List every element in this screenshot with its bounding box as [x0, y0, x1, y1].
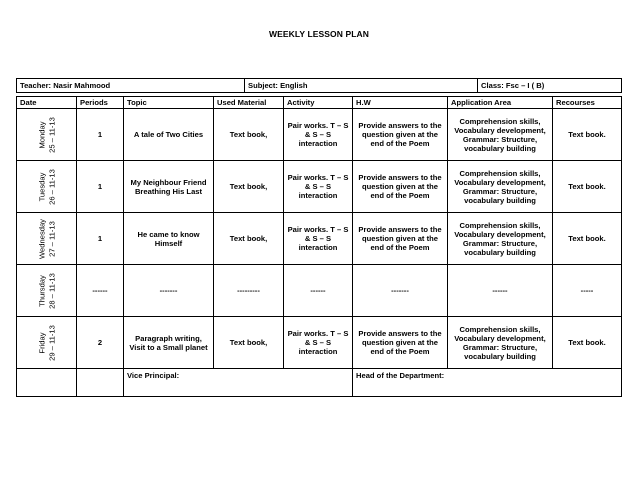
column-header: Date — [17, 97, 77, 109]
column-header: H.W — [353, 97, 448, 109]
resources-cell: Text book. — [553, 317, 622, 369]
application-area-cell: ------ — [448, 265, 553, 317]
vice-principal-label: Vice Principal: — [124, 369, 353, 397]
date-cell — [17, 109, 77, 161]
column-header: Topic — [124, 97, 214, 109]
table-row — [17, 109, 622, 161]
topic-cell: Paragraph writing, Visit to a Small planet — [124, 317, 214, 369]
resources-cell: ----- — [553, 265, 622, 317]
date-label: 29 – 11-13 — [46, 324, 56, 361]
activity-cell: ------ — [284, 265, 353, 317]
homework-cell: Provide answers to the question given at the end of the Poem — [353, 317, 448, 369]
column-header: Activity — [284, 97, 353, 109]
day-label: Friday — [37, 331, 46, 354]
hod-label: Head of the Department: — [353, 369, 622, 397]
date-label: 27 – 11-13 — [46, 220, 56, 257]
date-cell — [17, 317, 77, 369]
day-label: Thursday — [37, 274, 46, 307]
day-label: Wednesday — [37, 218, 46, 259]
periods-cell: 1 — [77, 109, 124, 161]
column-header: Recourses — [553, 97, 622, 109]
column-header-row — [17, 97, 622, 109]
application-area-cell: Comprehension skills, Vocabulary development, Grammar: Structure, vocabulary building — [448, 161, 553, 213]
table-row — [17, 213, 622, 265]
material-cell: Text book, — [214, 213, 284, 265]
topic-cell: He came to know Himself — [124, 213, 214, 265]
topic-cell: ------- — [124, 265, 214, 317]
date-label: 25 – 11-13 — [46, 116, 56, 153]
material-cell: --------- — [214, 265, 284, 317]
application-area-cell: Comprehension skills, Vocabulary development, Grammar: Structure, vocabulary building — [448, 317, 553, 369]
lesson-table — [16, 96, 622, 397]
homework-cell: Provide answers to the question given at the end of the Poem — [353, 213, 448, 265]
date-cell — [17, 265, 77, 317]
info-table — [16, 78, 622, 93]
material-cell: Text book, — [214, 161, 284, 213]
activity-cell: Pair works. T – S & S – S interaction — [284, 161, 353, 213]
homework-cell: ------- — [353, 265, 448, 317]
subject-label: Subject: English — [245, 79, 478, 93]
material-cell: Text book, — [214, 109, 284, 161]
table-row — [17, 161, 622, 213]
periods-cell: ------ — [77, 265, 124, 317]
day-label: Monday — [37, 120, 46, 149]
column-header: Application Area — [448, 97, 553, 109]
homework-cell: Provide answers to the question given at the end of the Poem — [353, 109, 448, 161]
resources-cell: Text book. — [553, 213, 622, 265]
periods-cell: 2 — [77, 317, 124, 369]
signature-row — [17, 369, 622, 397]
application-area-cell: Comprehension skills, Vocabulary development, Grammar: Structure, vocabulary building — [448, 213, 553, 265]
table-row — [17, 317, 622, 369]
resources-cell: Text book. — [553, 161, 622, 213]
application-area-cell: Comprehension skills, Vocabulary development, Grammar: Structure, vocabulary building — [448, 109, 553, 161]
date-cell — [17, 213, 77, 265]
homework-cell: Provide answers to the question given at the end of the Poem — [353, 161, 448, 213]
column-header: Used Material — [214, 97, 284, 109]
date-label: 28 – 11-13 — [46, 272, 56, 309]
class-label: Class: Fsc – I ( B) — [478, 79, 622, 93]
activity-cell: Pair works. T – S & S – S interaction — [284, 109, 353, 161]
resources-cell: Text book. — [553, 109, 622, 161]
material-cell: Text book, — [214, 317, 284, 369]
table-row — [17, 265, 622, 317]
day-label: Tuesday — [37, 172, 46, 201]
date-label: 26 – 11-13 — [46, 168, 56, 205]
column-header: Periods — [77, 97, 124, 109]
teacher-label: Teacher: Nasir Mahmood — [17, 79, 245, 93]
topic-cell: A tale of Two Cities — [124, 109, 214, 161]
activity-cell: Pair works. T – S & S – S interaction — [284, 317, 353, 369]
topic-cell: My Neighbour Friend Breathing His Last — [124, 161, 214, 213]
page-title: WEEKLY LESSON PLAN — [268, 29, 370, 39]
periods-cell: 1 — [77, 213, 124, 265]
periods-cell: 1 — [77, 161, 124, 213]
date-cell — [17, 161, 77, 213]
activity-cell: Pair works. T – S & S – S interaction — [284, 213, 353, 265]
